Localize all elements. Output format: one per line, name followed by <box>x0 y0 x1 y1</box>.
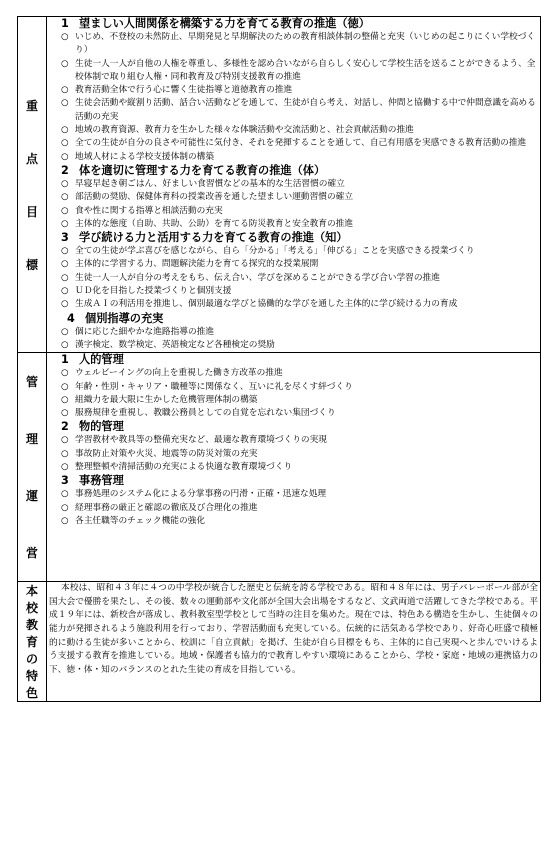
row-label <box>18 582 47 702</box>
section-number: 1 <box>61 17 69 30</box>
section-heading <box>47 164 540 178</box>
label-char: 色 <box>25 686 38 701</box>
bullet-icon: ○ <box>61 178 69 189</box>
section-number: 1 <box>61 353 69 367</box>
row-label <box>18 353 47 582</box>
list-item <box>47 461 540 474</box>
item-text: 主体的に学習する力、問題解決能力を育てる探究的な授業展開 <box>75 259 319 270</box>
item-text: 漢字検定、数学検定、英語検定など各種検定の奨励 <box>75 339 275 350</box>
list-item <box>47 58 540 85</box>
list-item <box>47 434 540 447</box>
label-char: 理 <box>25 432 38 447</box>
item-text: 地域の教育資源、教育力を生かした様々な体験活動や交流活動と、社会貢献活動の推進 <box>75 125 414 136</box>
bullet-icon: ○ <box>61 58 69 69</box>
list-item <box>47 298 540 311</box>
item-text: 早寝早起き朝ごはん、好ましい食習慣などの基本的な生活習慣の確立 <box>75 178 345 189</box>
list-item <box>47 31 540 58</box>
section-number: 3 <box>61 474 69 488</box>
bullet-icon: ○ <box>61 85 69 96</box>
list-item <box>47 205 540 218</box>
row-content <box>47 17 541 353</box>
item-text: ウェルビーイングの向上を重視した働き方改革の推進 <box>75 368 283 379</box>
item-text: 服務規律を重視し、教職公務員としての自覚を忘れない集団づくり <box>75 408 336 419</box>
section-number: 4 <box>67 311 75 325</box>
section-number: 2 <box>61 163 69 177</box>
label-char: 特 <box>25 669 38 684</box>
school-plan-table <box>17 16 541 702</box>
list-item <box>47 124 540 137</box>
bullet-icon: ○ <box>61 259 69 270</box>
section-title: 個別指導の充実 <box>85 311 164 325</box>
item-text: 食や性に関する指導と相談活動の充実 <box>75 205 223 216</box>
bullet-icon: ○ <box>61 502 69 513</box>
bullet-icon: ○ <box>61 368 69 379</box>
section-title: 学び続ける力と活用する力を育てる教育の推進（知） <box>79 231 348 245</box>
section-title: 望ましい人間関係を構築する力を育てる教育の推進（徳） <box>79 17 370 30</box>
bullet-icon: ○ <box>61 489 69 500</box>
item-text: 整理整頓や清掃活動の充実による快適な教育環境づくり <box>75 462 293 473</box>
list-item <box>47 258 540 271</box>
label-char: 営 <box>25 546 38 561</box>
school-features-text: 本校は、昭和４３年に４つの中学校が統合した歴史と伝統を誇る学校である。昭和４８年には、男子バレーボール部が全国大会で優勝を果たし、その後、数々の運動部や文化部が全国大会出場をするなど、文武両道で活躍してきた学校である。平成１９年には、新校舎が落成し、教科教室型学校として当時の注目を集めた。現在では、特色ある構造を生かし、生徒個々の能力が発揮されるよう施設利用を行っており、学習活動面も充実している。伝統的に活気ある学校であり、好奇心旺盛で積極的に動ける生徒が多いことから、校訓に「自立貢献」を掲げ、生徒が自ら目標をもち、主体的に自己実現へと歩んでいけるよう支援する教育を推進している。地域・保護者も協力的で教育しやすい環境にあることから、学校・家庭・地域の連携協力の下、徳・体・知のバランスのとれた生徒の育成を目指している。 <box>49 583 538 675</box>
section-number: 2 <box>61 420 69 434</box>
label-char: 重 <box>25 98 38 113</box>
section-number: 3 <box>61 231 69 245</box>
bullet-icon: ○ <box>61 515 69 526</box>
list-item <box>47 218 540 231</box>
item-text: 年齢・性別・キャリア・職種等に関係なく、互いに礼を尽くす絆づくり <box>75 381 353 392</box>
section-title: 物的管理 <box>79 420 124 434</box>
list-item <box>47 84 540 97</box>
label-char: 点 <box>25 151 38 166</box>
item-text: 主体的な態度（自助、共助、公助）を育てる防災教育と安全教育の推進 <box>75 218 353 229</box>
bullet-icon: ○ <box>61 435 69 446</box>
label-char: の <box>25 652 38 667</box>
list-item <box>47 151 540 164</box>
item-text: 学習教材や教具等の整備充実など、最適な教育環境づくりの実現 <box>75 435 327 446</box>
list-item <box>47 488 540 501</box>
bullet-icon: ○ <box>61 286 69 297</box>
item-text: 経理事務の厳正と確認の徹底及び合理化の推進 <box>75 502 258 513</box>
row-school-features <box>18 582 541 702</box>
list-item <box>47 191 540 204</box>
bullet-icon: ○ <box>61 394 69 405</box>
bullet-icon: ○ <box>61 326 69 337</box>
bullet-icon: ○ <box>61 125 69 136</box>
item-text: 全ての生徒が学ぶ喜びを感じながら、自ら「分かる」「考える」「伸びる」ことを実感できる授業づくり <box>75 246 475 257</box>
list-item <box>47 515 540 528</box>
item-text: 各主任職等のチェック機能の強化 <box>75 515 206 526</box>
list-item <box>47 339 540 352</box>
item-text: 部活動の奨励、保健体育科の授業改善を通した望ましい運動習慣の確立 <box>75 192 353 203</box>
section-title: 事務管理 <box>79 474 124 488</box>
section-title: 体を適切に管理する力を育てる教育の推進（体） <box>79 163 326 177</box>
row-label <box>18 17 47 353</box>
row-content <box>47 353 541 582</box>
label-char: 本 <box>25 584 38 599</box>
list-item <box>47 285 540 298</box>
section-heading <box>47 353 540 367</box>
label-char: 運 <box>25 489 38 504</box>
bullet-icon: ○ <box>61 205 69 216</box>
label-char: 管 <box>25 375 38 390</box>
row-focus-goals <box>18 17 541 353</box>
row-content <box>47 582 541 702</box>
label-char: 校 <box>25 601 38 616</box>
bullet-icon: ○ <box>61 448 69 459</box>
item-text: いじめ、不登校の未然防止、早期発見と早期解決のための教育相談体制の整備と充実（いじめの起こりにくい学校づくり） <box>75 32 536 56</box>
item-text: 全ての生徒が自分の良さや可能性に気付き、それを発揮することを通して、自己有用感を実感できる教育活動の推進 <box>75 138 527 149</box>
label-char: 育 <box>25 635 38 650</box>
bullet-icon: ○ <box>61 98 69 109</box>
item-text: 教育活動全体で行う心に響く生徒指導と道徳教育の推進 <box>75 85 293 96</box>
list-item <box>47 394 540 407</box>
section-heading <box>47 17 540 31</box>
bullet-icon: ○ <box>61 138 69 149</box>
bullet-icon: ○ <box>61 381 69 392</box>
item-text: 生成ＡＩの利活用を推進し、個別最適な学びと協働的な学びを通した主体的に学び続ける力の育成 <box>75 299 458 310</box>
section-heading <box>47 420 540 434</box>
bullet-icon: ○ <box>61 462 69 473</box>
section-heading <box>47 312 540 326</box>
bullet-icon: ○ <box>61 32 69 42</box>
list-item <box>47 502 540 515</box>
list-item <box>47 245 540 258</box>
section-title: 人的管理 <box>79 353 124 367</box>
bullet-icon: ○ <box>61 192 69 203</box>
bullet-icon: ○ <box>61 246 69 257</box>
item-text: 生徒一人一人が自分の考えをもち、伝え合い、学びを深めることができる学び合い学習の推進 <box>75 272 440 283</box>
label-char: 目 <box>25 204 38 219</box>
list-item <box>47 381 540 394</box>
bullet-icon: ○ <box>61 218 69 229</box>
section-heading <box>47 231 540 245</box>
item-text: 生徒会活動や縦割り活動、話合い活動などを通して、生徒が自ら考え、対話し、仲間と協働する中で仲間意識を高める活動の充実 <box>75 98 536 122</box>
item-text: 個に応じた細やかな進路指導の推進 <box>75 326 214 337</box>
item-text: 組織力を最大限に生かした危機管理体制の構築 <box>75 394 258 405</box>
label-char: 教 <box>25 618 38 633</box>
bullet-icon: ○ <box>61 339 69 350</box>
list-item <box>47 272 540 285</box>
item-text: 生徒一人一人が自他の人権を尊重し、多様性を認め合いながら自らしく安心して学校生活を送ることができるよう、全校体制で取り組む人権・同和教育及び特別支援教育の推進 <box>75 58 536 82</box>
item-text: 事故防止対策や火災、地震等の防災対策の充実 <box>75 448 258 459</box>
item-text: 地域人材による学校支援体制の構築 <box>75 151 214 162</box>
list-item <box>47 407 540 420</box>
list-item <box>47 137 540 150</box>
bullet-icon: ○ <box>61 408 69 419</box>
list-item <box>47 178 540 191</box>
label-char: 標 <box>25 257 38 272</box>
list-item <box>47 367 540 380</box>
list-item <box>47 326 540 339</box>
section-heading <box>47 474 540 488</box>
bullet-icon: ○ <box>61 299 69 310</box>
bullet-icon: ○ <box>61 151 69 162</box>
list-item <box>47 448 540 461</box>
list-item <box>47 97 540 124</box>
row-management <box>18 353 541 582</box>
item-text: ＵＤ化を目指した授業づくりと個別支援 <box>75 286 232 297</box>
bullet-icon: ○ <box>61 272 69 283</box>
item-text: 事務処理のシステム化による分掌事務の円滑・正確・迅速な処理 <box>75 489 327 500</box>
